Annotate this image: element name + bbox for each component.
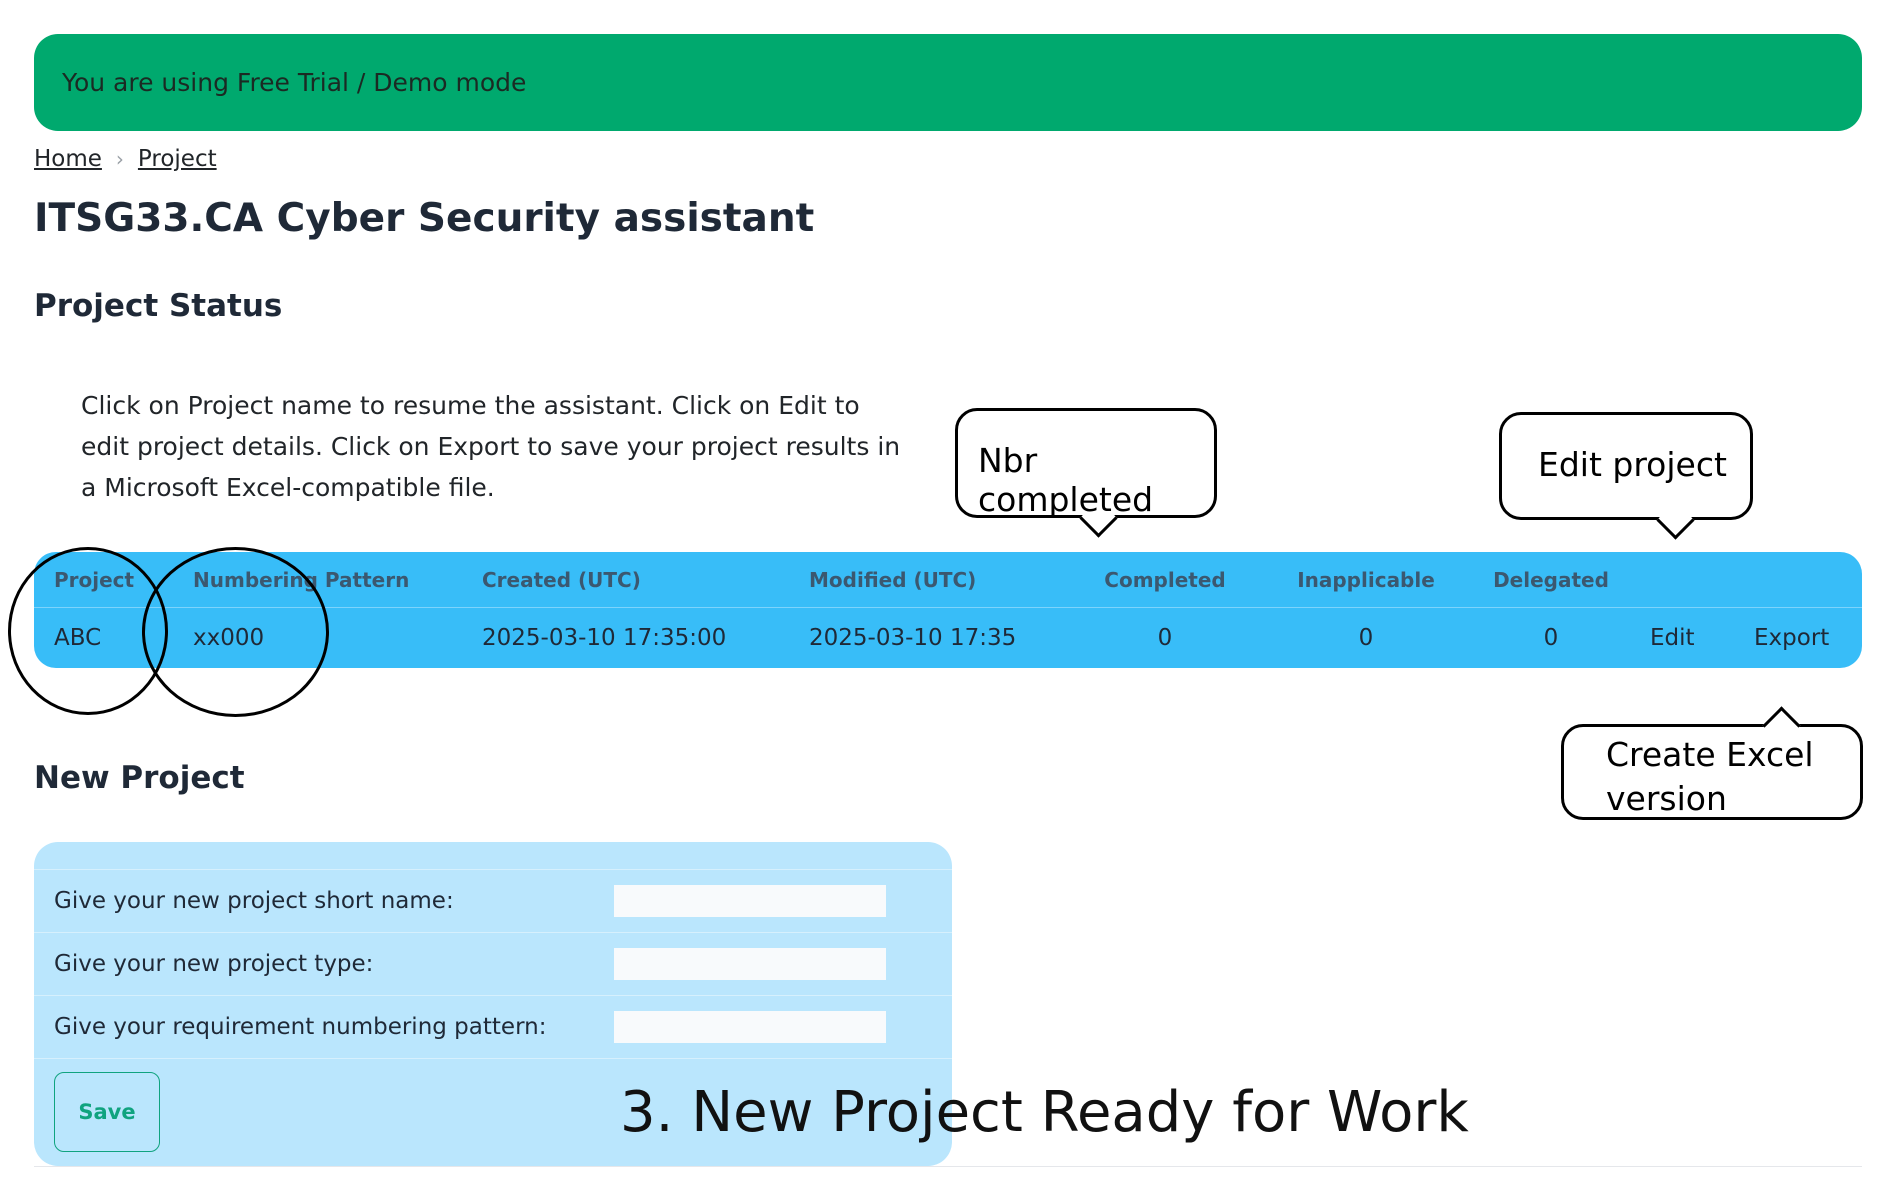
modified-cell: 2025-03-10 17:35 [809, 625, 1017, 651]
save-button[interactable]: Save [54, 1072, 160, 1152]
project-type-label: Give your new project type: [54, 951, 374, 977]
callout-edit-project-text: Edit project [1538, 445, 1727, 484]
delegated-cell: 0 [1543, 625, 1559, 651]
column-header-inapplicable: Inapplicable [1297, 567, 1435, 592]
callout-tail [1656, 501, 1694, 539]
callout-edit-project [1499, 412, 1753, 520]
export-link[interactable]: Export [1754, 625, 1830, 651]
short-name-input[interactable] [614, 885, 886, 917]
demo-mode-banner [34, 34, 1862, 131]
column-header-modified: Modified (UTC) [809, 567, 977, 592]
page-title: ITSG33.CA Cyber Security assistant [34, 196, 815, 241]
overlay-caption: 3. New Project Ready for Work [620, 1080, 1469, 1145]
inapplicable-cell: 0 [1358, 625, 1374, 651]
divider [34, 1166, 1862, 1167]
numbering-pattern-input[interactable] [614, 1011, 886, 1043]
form-row-type [34, 932, 952, 995]
banner-text: You are using Free Trial / Demo mode [62, 68, 527, 97]
short-name-label: Give your new project short name: [54, 888, 454, 914]
status-instructions: Click on Project name to resume the assistant. Click on Edit to edit project details. Click on Export to save your project results in a Microsoft Excel-compatible file. [81, 391, 901, 502]
column-header-project: Project [54, 567, 135, 592]
breadcrumb-project-link[interactable]: Project [137, 146, 217, 172]
column-header-numbering-pattern: Numbering Pattern [193, 567, 410, 592]
project-name-link[interactable]: ABC [54, 625, 102, 651]
created-cell: 2025-03-10 17:35:00 [482, 625, 727, 651]
callout-nbr-completed-text: Nbr completed [978, 441, 1154, 519]
new-project-heading: New Project [34, 760, 245, 796]
column-header-created: Created (UTC) [482, 567, 641, 592]
column-header-delegated: Delegated [1493, 567, 1609, 592]
form-row-short-name [34, 869, 952, 932]
project-type-input[interactable] [614, 948, 886, 980]
completed-cell: 0 [1157, 625, 1173, 651]
numbering-pattern-label: Give your requirement numbering pattern: [54, 1014, 547, 1040]
form-row-pattern [34, 995, 952, 1059]
callout-create-excel [1561, 724, 1863, 820]
numbering-pattern-cell: xx000 [193, 625, 265, 651]
callout-create-excel-text: Create Excel version [1606, 735, 1814, 818]
breadcrumb-separator-icon: › [115, 147, 124, 171]
annotation-circle-pattern [142, 547, 329, 717]
project-status-heading: Project Status [34, 288, 283, 324]
breadcrumb [34, 146, 217, 172]
column-header-completed: Completed [1104, 567, 1226, 592]
edit-link[interactable]: Edit [1650, 625, 1695, 651]
callout-nbr-completed [955, 408, 1217, 518]
breadcrumb-home-link[interactable]: Home [34, 146, 102, 172]
